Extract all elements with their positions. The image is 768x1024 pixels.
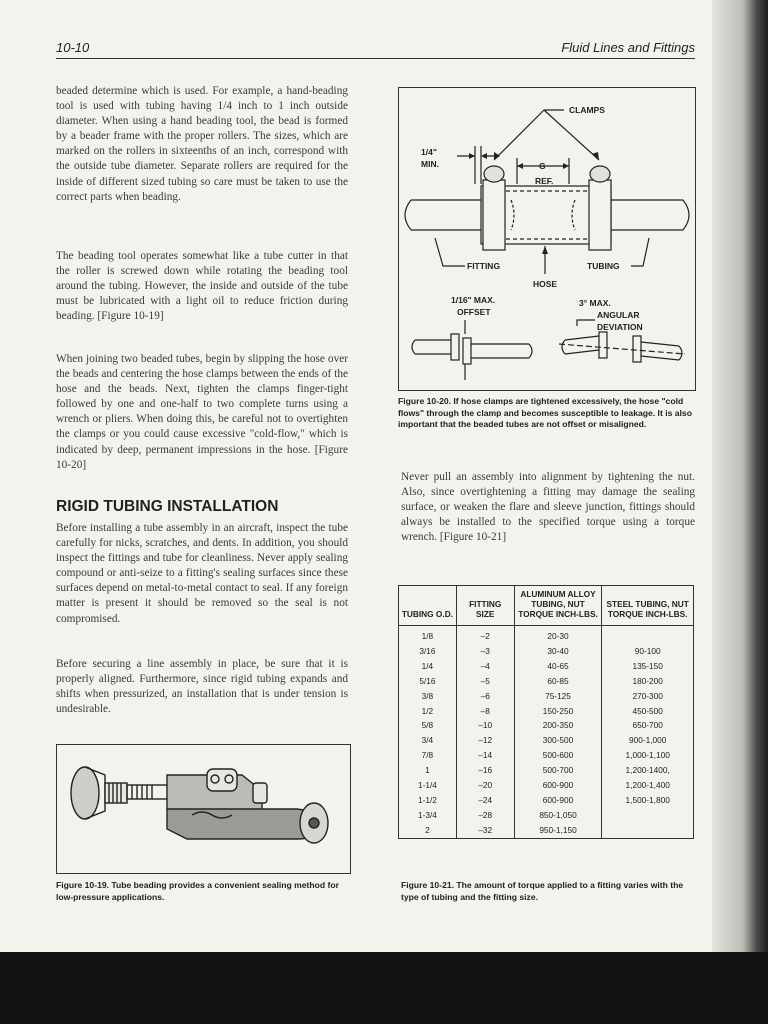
cell-steel-torque: 1,200-1,400 bbox=[602, 778, 694, 793]
cell-tubing-od: 5/8 bbox=[399, 718, 457, 733]
cell-fitting-size: –24 bbox=[456, 793, 514, 808]
cell-aluminum-torque: 20-30 bbox=[514, 626, 602, 644]
cell-tubing-od: 5/16 bbox=[399, 674, 457, 689]
label-angular-2: ANGULAR bbox=[597, 310, 640, 320]
cell-steel-torque: 270-300 bbox=[602, 689, 694, 704]
paragraph-hand-beading: beaded determine which is used. For example, a hand-beading tool is used with tubing having 1/4 inch to 1 inch outside diameter. When using a hand beading tool, the bead is formed by a beader frame with the proper rollers. The sizes, which are marked on the rollers in sixteenths of an inch, correspond with the outside tube diameter. Separate rollers are required for the inside of different sized tubing so care must be taken to use the correct parts when beading. bbox=[56, 85, 348, 203]
cell-steel-torque: 1,000-1,100 bbox=[602, 748, 694, 763]
table-row bbox=[399, 808, 694, 823]
cell-aluminum-torque: 600-900 bbox=[514, 778, 602, 793]
paragraph-torque-wrench: Never pull an assembly into alignment by tightening the nut. Also, since overtightening a fitting may damage the sealing surface, or weaken the flare and sleeve junction, fittings should always be installed to the specified torque using a torque wrench. [Figure 10-21] bbox=[401, 471, 695, 544]
table-row bbox=[399, 733, 694, 748]
paragraph-inspection: Before installing a tube assembly in an aircraft, inspect the tube carefully for nicks, scratches, and dents. In addition, you should inspect the fittings and tube for cleanliness. Never apply sealing compound or anti-seize to a fitting's sealing surfaces since these surfaces depend on metal-to-metal contact to seal. If any foreign matter is present it should be removed so the seal is not compromised. bbox=[56, 522, 348, 625]
label-min-1: 1/4" bbox=[421, 147, 437, 157]
header-aluminum-torque: ALUMINUM ALLOY TUBING, NUT TORQUE INCH-LBS. bbox=[514, 586, 602, 626]
cell-fitting-size: –20 bbox=[456, 778, 514, 793]
cell-aluminum-torque: 850-1,050 bbox=[514, 808, 602, 823]
cell-fitting-size: –2 bbox=[456, 626, 514, 644]
table-row bbox=[399, 718, 694, 733]
cell-fitting-size: –4 bbox=[456, 659, 514, 674]
table-row bbox=[399, 823, 694, 838]
label-offset-2: OFFSET bbox=[457, 307, 491, 317]
torque-table bbox=[398, 585, 694, 839]
cell-aluminum-torque: 60-85 bbox=[514, 674, 602, 689]
figure-10-20 bbox=[398, 87, 696, 391]
cell-aluminum-torque: 950-1,150 bbox=[514, 823, 602, 838]
section-title: RIGID TUBING INSTALLATION bbox=[56, 498, 279, 515]
table-row bbox=[399, 674, 694, 689]
table-row bbox=[399, 689, 694, 704]
header-tubing-od: TUBING O.D. bbox=[399, 586, 457, 626]
cell-fitting-size: –6 bbox=[456, 689, 514, 704]
cell-tubing-od: 1-1/2 bbox=[399, 793, 457, 808]
cell-steel-torque: 180-200 bbox=[602, 674, 694, 689]
cell-fitting-size: –5 bbox=[456, 674, 514, 689]
label-min-2: MIN. bbox=[421, 159, 439, 169]
cell-steel-torque bbox=[602, 823, 694, 838]
header-rule bbox=[56, 58, 695, 59]
cell-steel-torque: 90-100 bbox=[602, 644, 694, 659]
torque-table-body bbox=[399, 626, 694, 839]
cell-fitting-size: –3 bbox=[456, 644, 514, 659]
table-row bbox=[399, 778, 694, 793]
cell-steel-torque: 135-150 bbox=[602, 659, 694, 674]
cell-tubing-od: 3/4 bbox=[399, 733, 457, 748]
header-fitting-size: FITTING SIZE bbox=[456, 586, 514, 626]
cell-fitting-size: –16 bbox=[456, 763, 514, 778]
cell-fitting-size: –12 bbox=[456, 733, 514, 748]
label-angular-3: DEVIATION bbox=[597, 322, 643, 332]
cell-aluminum-torque: 75-125 bbox=[514, 689, 602, 704]
cell-tubing-od: 3/8 bbox=[399, 689, 457, 704]
cell-tubing-od: 2 bbox=[399, 823, 457, 838]
cell-tubing-od: 3/16 bbox=[399, 644, 457, 659]
paragraph-joining-tubes: When joining two beaded tubes, begin by slipping the hose over the beads and centering the hose clamps between the ends of the hose and the beads. Next, tighten the clamps finger-tight followed by one and one-half to two complete turns using a wrench or pliers. When doing this, be careful not to overtighten the clamps or you could cause excessive "cold-flow," which is indicated by deep, permanent impressions in the hose. [Figure 10-20] bbox=[56, 353, 348, 471]
label-offset-1: 1/16" MAX. bbox=[451, 295, 496, 305]
cell-steel-torque bbox=[602, 626, 694, 644]
table-row bbox=[399, 748, 694, 763]
table-row bbox=[399, 644, 694, 659]
cell-steel-torque: 1,500-1,800 bbox=[602, 793, 694, 808]
cell-fitting-size: –28 bbox=[456, 808, 514, 823]
table-header-row bbox=[399, 586, 694, 626]
figure-10-19 bbox=[56, 744, 351, 874]
cell-steel-torque: 450-500 bbox=[602, 704, 694, 719]
cell-fitting-size: –32 bbox=[456, 823, 514, 838]
cell-tubing-od: 1/4 bbox=[399, 659, 457, 674]
label-ref: REF. bbox=[535, 176, 554, 186]
cell-aluminum-torque: 500-700 bbox=[514, 763, 602, 778]
cell-aluminum-torque: 150-250 bbox=[514, 704, 602, 719]
page-gutter bbox=[712, 0, 768, 952]
table-row bbox=[399, 626, 694, 644]
figure-10-20-caption: Figure 10-20. If hose clamps are tightened excessively, the hose "cold flows" through the clamp and becomes susceptible to leakage. It is also important that the beaded tubes are not offset or misaligned. bbox=[398, 396, 692, 429]
figure-10-21-caption: Figure 10-21. The amount of torque applied to a fitting varies with the type of tubing and the fitting size. bbox=[401, 880, 684, 902]
hose-clamp-diagram bbox=[399, 88, 695, 390]
label-fitting: FITTING bbox=[467, 261, 501, 271]
paragraph-beading-tool: The beading tool operates somewhat like a tube cutter in that the roller is screwed down while rotating the beading tool around the tubing. However, the inside and outside of the tube must be lubricated with a light oil to reduce friction during beading. [Figure 10-19] bbox=[56, 250, 348, 323]
cell-aluminum-torque: 600-900 bbox=[514, 793, 602, 808]
cell-tubing-od: 7/8 bbox=[399, 748, 457, 763]
table-row bbox=[399, 659, 694, 674]
cell-aluminum-torque: 500-600 bbox=[514, 748, 602, 763]
cell-tubing-od: 1/8 bbox=[399, 626, 457, 644]
paragraph-alignment: Before securing a line assembly in place, be sure that it is properly aligned. Furthermore, since rigid tubing expands and shifts when pressurized, an installation that is under tension is undesirable. bbox=[56, 658, 348, 716]
cell-aluminum-torque: 40-65 bbox=[514, 659, 602, 674]
cell-steel-torque bbox=[602, 808, 694, 823]
scan-background bbox=[0, 952, 768, 1024]
header-steel-torque: STEEL TUBING, NUT TORQUE INCH-LBS. bbox=[602, 586, 694, 626]
cell-fitting-size: –14 bbox=[456, 748, 514, 763]
tube-beading-tool-illustration bbox=[57, 745, 350, 873]
cell-steel-torque: 650-700 bbox=[602, 718, 694, 733]
table-row bbox=[399, 763, 694, 778]
label-hose: HOSE bbox=[533, 279, 558, 289]
cell-tubing-od: 1-1/4 bbox=[399, 778, 457, 793]
table-row bbox=[399, 704, 694, 719]
cell-fitting-size: –10 bbox=[456, 718, 514, 733]
cell-tubing-od: 1-3/4 bbox=[399, 808, 457, 823]
label-g: G bbox=[539, 161, 546, 171]
table-row bbox=[399, 793, 694, 808]
label-tubing: TUBING bbox=[587, 261, 620, 271]
page-number: 10-10 bbox=[56, 40, 90, 55]
cell-fitting-size: –8 bbox=[456, 704, 514, 719]
cell-aluminum-torque: 30-40 bbox=[514, 644, 602, 659]
figure-10-19-caption: Figure 10-19. Tube beading provides a convenient sealing method for low-pressure applications. bbox=[56, 880, 340, 902]
cell-steel-torque: 900-1,000 bbox=[602, 733, 694, 748]
cell-aluminum-torque: 300-500 bbox=[514, 733, 602, 748]
label-clamps: CLAMPS bbox=[569, 105, 605, 115]
chapter-title: Fluid Lines and Fittings bbox=[561, 40, 695, 55]
cell-tubing-od: 1/2 bbox=[399, 704, 457, 719]
cell-steel-torque: 1,200-1400, bbox=[602, 763, 694, 778]
cell-aluminum-torque: 200-350 bbox=[514, 718, 602, 733]
label-angular-1: 3° MAX. bbox=[579, 298, 611, 308]
cell-tubing-od: 1 bbox=[399, 763, 457, 778]
